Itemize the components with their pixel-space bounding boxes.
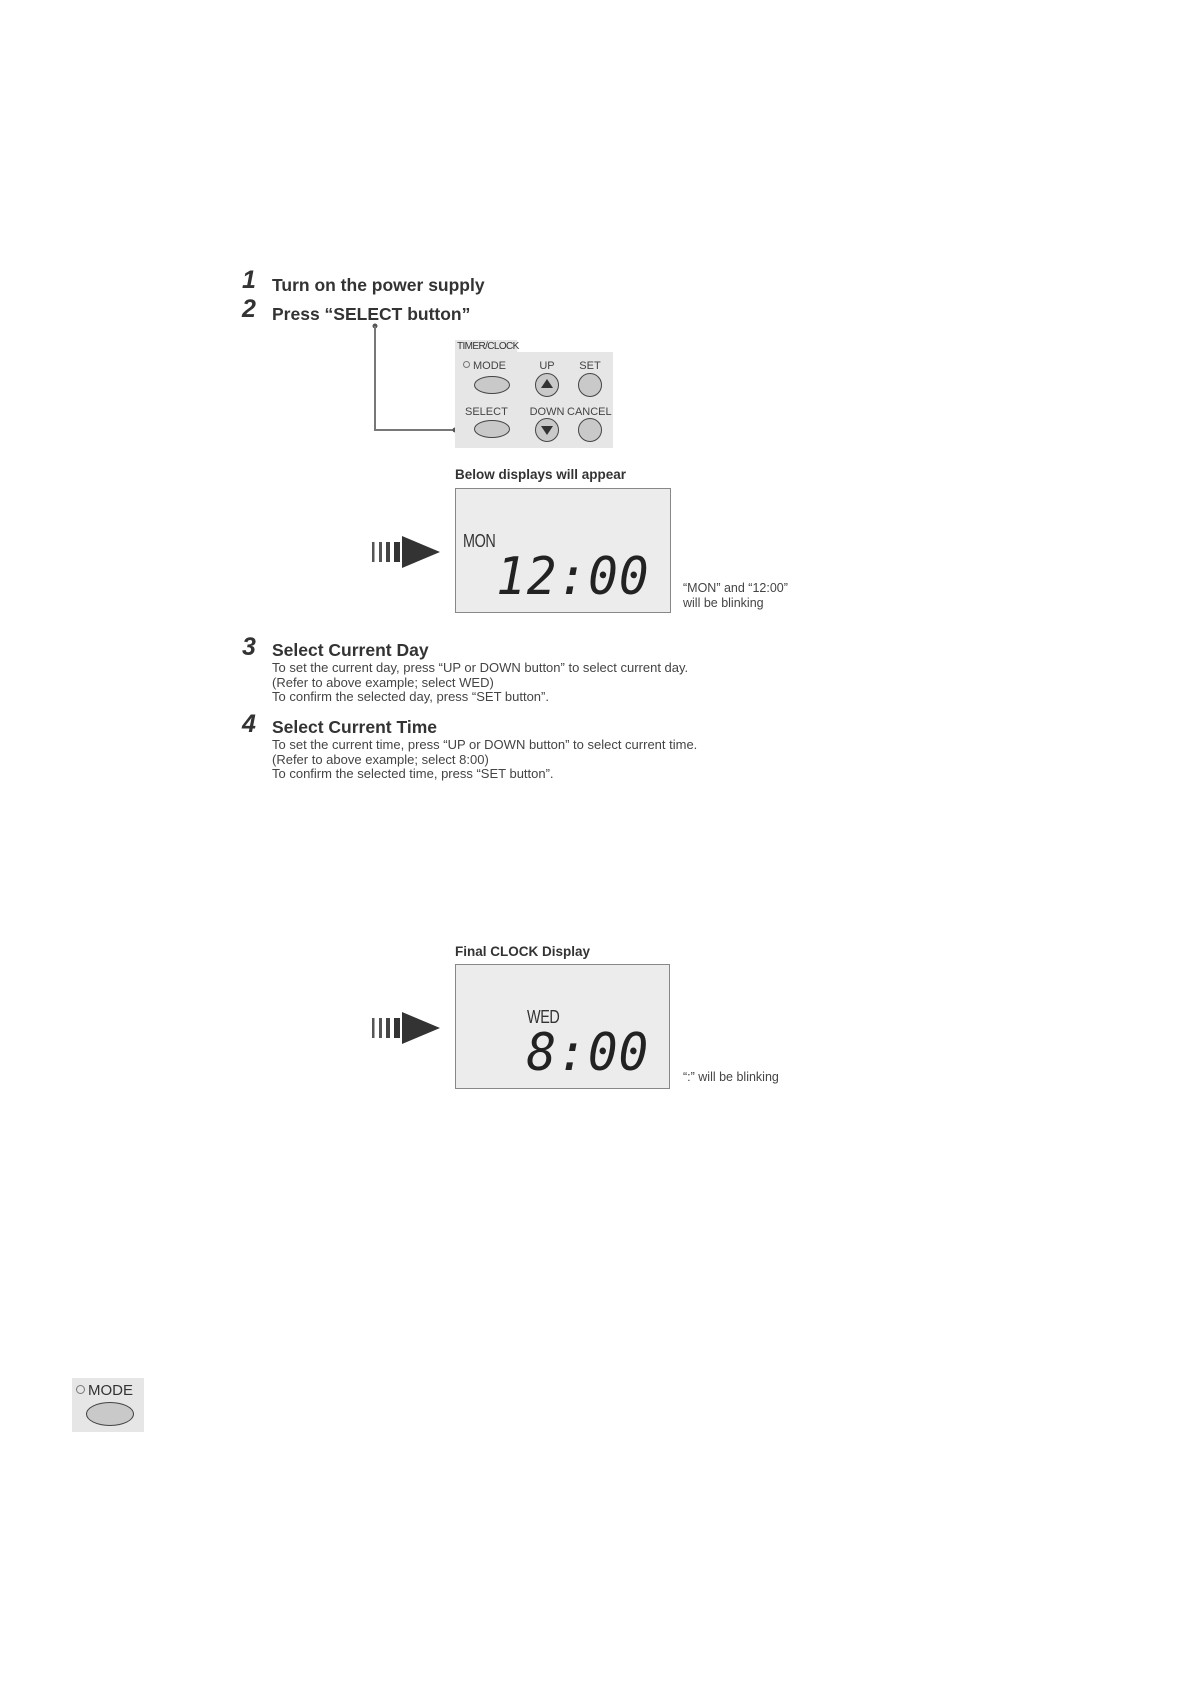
lcd-day: WED [527,1007,560,1027]
cancel-label: CANCEL [567,406,612,418]
display-caption: Final CLOCK Display [455,944,591,959]
up-label: UP [539,360,555,372]
panel-tab-label: TIMER/CLOCK [457,341,519,352]
blink-note: “MON” and “12:00” will be blinking [683,581,788,610]
lcd-time: 8:00 [526,1023,649,1083]
mode-label: MODE [76,1382,133,1399]
down-button[interactable] [535,418,559,442]
mode-button[interactable] [86,1402,134,1426]
display-caption: Below displays will appear [455,467,627,482]
step-body: To set the current time, press “UP or DOWN button” to select current time. (Refer to above example; select 8:00) To confirm the selected time, press “SET button”. [272,737,698,782]
step-title: Press “SELECT button” [272,304,471,324]
clock-icon [76,1385,85,1394]
lcd-display-final [455,964,670,1089]
clock-icon [463,361,470,368]
triangle-up-icon [541,379,553,388]
step-number: 1 [242,266,256,294]
step-body: To set the current day, press “UP or DOWN button” to select current day. (Refer to above example; select WED) To confirm the selected day, press “SET button”. [272,660,689,705]
lcd-day: MON [463,531,496,551]
set-label: SET [579,360,601,372]
blink-note: “:” will be blinking [683,1070,779,1084]
arrow-right-icon [372,536,442,568]
set-button[interactable] [578,373,602,397]
mode-label: MODE [463,360,506,372]
lcd-time: 12:00 [496,547,650,607]
mode-button-illustration [72,1378,144,1432]
down-label: DOWN [529,406,565,418]
lcd-display-initial [455,488,671,613]
mode-button[interactable] [474,376,510,394]
step-title: Select Current Day [272,640,429,660]
select-button[interactable] [474,420,510,438]
cancel-button[interactable] [578,418,602,442]
control-panel [455,352,613,448]
step-number: 4 [242,710,256,738]
step-title: Select Current Time [272,717,438,737]
step-number: 2 [242,295,256,323]
triangle-down-icon [541,426,553,435]
up-button[interactable] [535,373,559,397]
step-title: Turn on the power supply [272,275,485,295]
select-label: SELECT [465,406,508,418]
step-number: 3 [242,633,256,661]
arrow-right-icon [372,1012,442,1044]
